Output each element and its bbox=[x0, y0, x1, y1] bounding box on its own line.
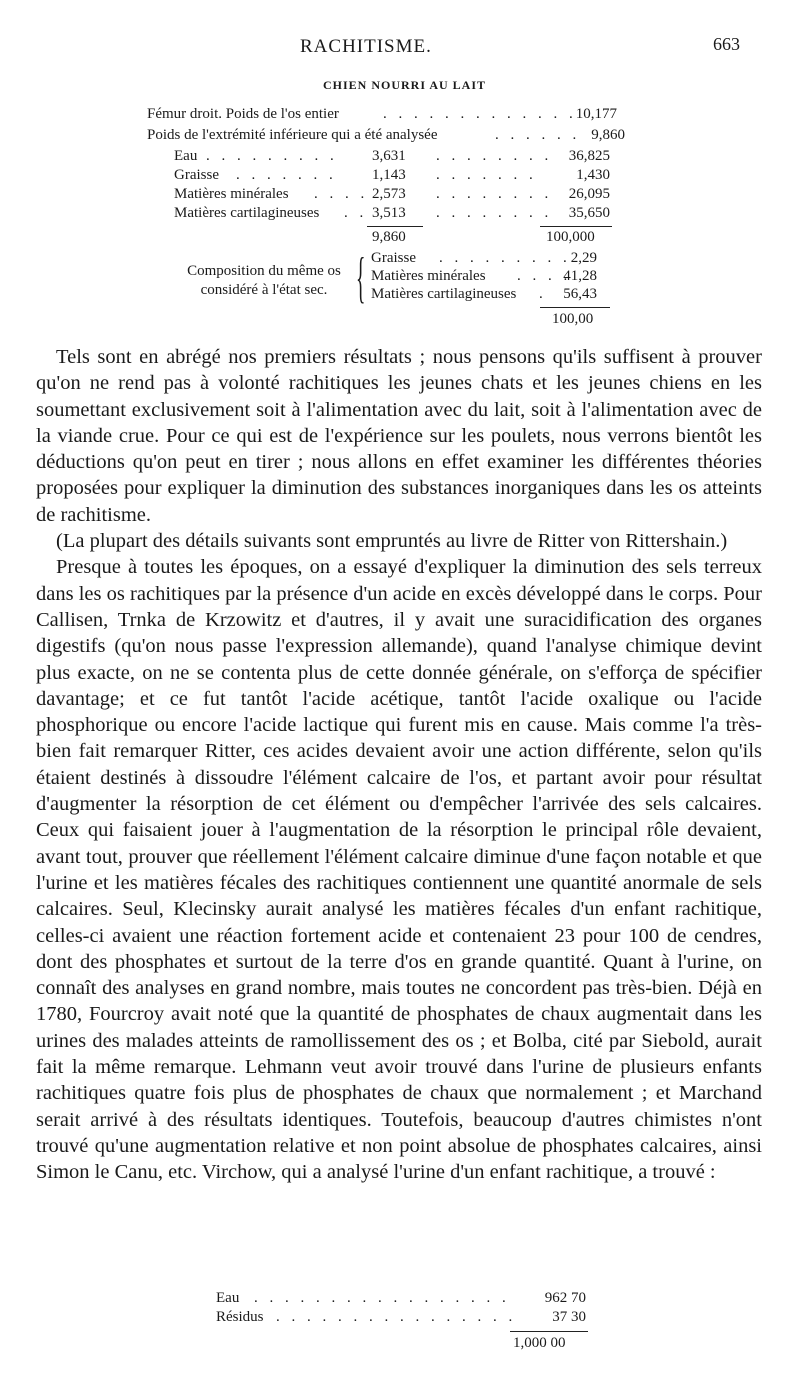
running-head: RACHITISME. bbox=[300, 36, 432, 57]
composition-caption bbox=[176, 262, 352, 300]
composition-line: Composition du même os bbox=[187, 263, 341, 279]
row-value: 37 30 bbox=[552, 1309, 586, 1325]
composition-line: considéré à l'état sec. bbox=[200, 282, 328, 298]
row-mid-value: 2,573 bbox=[372, 186, 406, 202]
extremite-label: Poids de l'extrémité inférieure qui a été analysée bbox=[147, 127, 438, 143]
row-label: Résidus bbox=[216, 1309, 264, 1325]
row-mid-value: 1,143 bbox=[372, 167, 406, 183]
table-row bbox=[216, 1309, 586, 1328]
row-value: 962 70 bbox=[544, 1290, 586, 1306]
brace-glyph: { bbox=[356, 247, 366, 309]
table-subtitle: CHIEN NOURRI AU LAIT bbox=[323, 78, 487, 92]
table-row bbox=[174, 186, 610, 205]
row-pct-value: 26,095 bbox=[568, 186, 610, 202]
sum-rule bbox=[540, 226, 612, 227]
row-label: Eau bbox=[216, 1290, 240, 1306]
table-row bbox=[174, 167, 610, 186]
row-label: Graisse bbox=[174, 167, 219, 183]
row-value: 56,43 bbox=[563, 286, 597, 302]
table2-total: 1,000 00 bbox=[513, 1335, 566, 1351]
leader-dots: . . . . . . . . bbox=[436, 186, 553, 202]
leader-dots: . . . . . . . bbox=[236, 167, 337, 183]
leader-dots: . . . . . . . . . bbox=[439, 250, 571, 266]
leader-dots: . . . . . . . . . . . . . . . . . bbox=[254, 1290, 510, 1306]
paragraph: Presque à toutes les époques, on a essayé d'expliquer la diminution des sels terreux dans les os rachitiques par la présence d'un acide en excès développé dans le corps. Pour Callisen, Trnka de Krzowitz et d'autres, il y avait une suracidification des organes digestifs (qu'on nous passe l'expression allemande), quand l'analyse chimique devint plus exacte, on ne se contenta plus de cette donnée générale, on s'efforça de spécifier davantage; et ce fut tantôt l'acide acétique, tantôt l'acide oxalique ou l'acide phosphorique ou encore l'acide lactique qui furent mis en cause. Mais comme l'a très-bien fait remarquer Ritter, ces acides devaient avoir une action différente, selon qu'ils étaient destinés à dissoudre l'élément calcaire de l'os, et partant avoir pour résultat d'augmenter la résorption de cet élément ou d'empêcher l'arrivée des sels calcaires. Ceux qui faisaient jouer à l'augmentation de la résorption le principal rôle devaient, avant tout, prouver que réellement l'élément calcaire diminue d'une façon notable et que l'urine et les matières fécales des rachitiques contiennent une quantité anormale de sels calcaires. Seul, Klecinsky aurait analysé les matières fécales d'un enfant rachitique, celles-ci avaient une réaction fortement acide et contenaient 23 pour 100 de cendres, dont des phosphates et surtout de la terre d'os en grande quantité. Quant à l'urine, on connaît des analyses en grand nombre, mais toutes ne concordent pas très-bien. Déjà en 1780, Fourcroy avait noté que la quantité de phosphates de chaux augmentait dans les urines des malades atteints de ramollissement des os ; et Bolba, cité par Siebold, aurait fait la même remarque. Lehmann veut avoir trouvé dans l'urine de plusieurs enfants rachitiques quatre fois plus de phosphates de chaux que normalement ; et Marchand serait arrivé à des résultats identiques. Toutefois, beaucoup d'autres chimistes n'ont trouvé qu'une augmentation relative et non point absolue de phosphates calcaires, ainsi Simon le Canu, etc. Virchow, qui a analysé l'urine d'un enfant rachitique, a trouvé : bbox=[36, 556, 762, 1184]
dry-total: 100,00 bbox=[552, 311, 594, 327]
row-label: Graisse bbox=[371, 250, 416, 266]
row-label: Matières cartilagineuses bbox=[174, 205, 320, 221]
total-pct: 100,000 bbox=[546, 229, 595, 245]
body-text bbox=[36, 344, 762, 1186]
leader-dots: . . . . . . bbox=[495, 127, 581, 143]
row-pct-value: 36,825 bbox=[568, 148, 610, 164]
row-pct-value: 35,650 bbox=[568, 205, 610, 221]
leader-dots: . . . . bbox=[517, 268, 572, 284]
page-number: 663 bbox=[713, 34, 740, 54]
leader-dots: . . . . bbox=[314, 186, 369, 202]
dry-row bbox=[371, 268, 597, 287]
row-label: Matières cartilagineuses bbox=[371, 286, 517, 302]
extremite-value: 9,860 bbox=[591, 127, 625, 143]
row-label: Eau bbox=[174, 148, 198, 164]
leader-dots: . . . . . . . . bbox=[436, 148, 553, 164]
row-mid-value: 3,631 bbox=[372, 148, 406, 164]
sum-rule bbox=[540, 307, 610, 308]
total-mid: 9,860 bbox=[372, 229, 406, 245]
paragraph: (La plupart des détails suivants sont empruntés au livre de Ritter von Rittershain.) bbox=[56, 530, 728, 553]
dry-row bbox=[371, 286, 597, 305]
leader-dots: . . . . . . . . bbox=[436, 205, 553, 221]
leader-dots: . . . . . . . . . bbox=[206, 148, 338, 164]
femur-label: Fémur droit. Poids de l'os entier bbox=[147, 106, 339, 122]
leader-dots: . . . . . . . . . . . . . bbox=[383, 106, 577, 122]
row-pct-value: 1,430 bbox=[576, 167, 610, 183]
row-value: 41,28 bbox=[563, 268, 597, 284]
row-value: 2,29 bbox=[570, 250, 597, 266]
dry-row bbox=[371, 250, 597, 269]
femur-value: 10,177 bbox=[575, 106, 617, 122]
leader-dots: . . . . . . . . . . . . . . . . bbox=[276, 1309, 517, 1325]
sum-rule bbox=[367, 226, 423, 227]
leader-dots: . . bbox=[344, 205, 368, 221]
extremite-row bbox=[147, 127, 625, 146]
femur-row bbox=[147, 106, 617, 125]
row-label: Matières minérales bbox=[174, 186, 289, 202]
row-label: Matières minérales bbox=[371, 268, 486, 284]
leader-dots: . bbox=[539, 286, 547, 302]
leader-dots: . . . . . . . bbox=[436, 167, 537, 183]
sum-rule bbox=[510, 1331, 588, 1332]
table-row bbox=[174, 148, 610, 167]
table-row bbox=[174, 205, 610, 224]
paragraph: Tels sont en abrégé nos premiers résultats ; nous pensons qu'ils suffisent à prouver qu'on ne rend pas à volonté rachitiques les jeunes chats et les jeunes chiens en les soumettant exclusivement soit à l'alimentation avec du lait, soit à l'alimentation avec de la viande crue. Pour ce qui est de l'expérience sur les poulets, nous verrons bientôt les déductions qu'on peut en tirer ; nous allons en effet examiner les différentes théories proposées pour expliquer la diminution des substances inorganiques dans les os atteints de rachitisme. bbox=[36, 346, 762, 526]
table-row bbox=[216, 1290, 586, 1309]
row-mid-value: 3,513 bbox=[372, 205, 406, 221]
